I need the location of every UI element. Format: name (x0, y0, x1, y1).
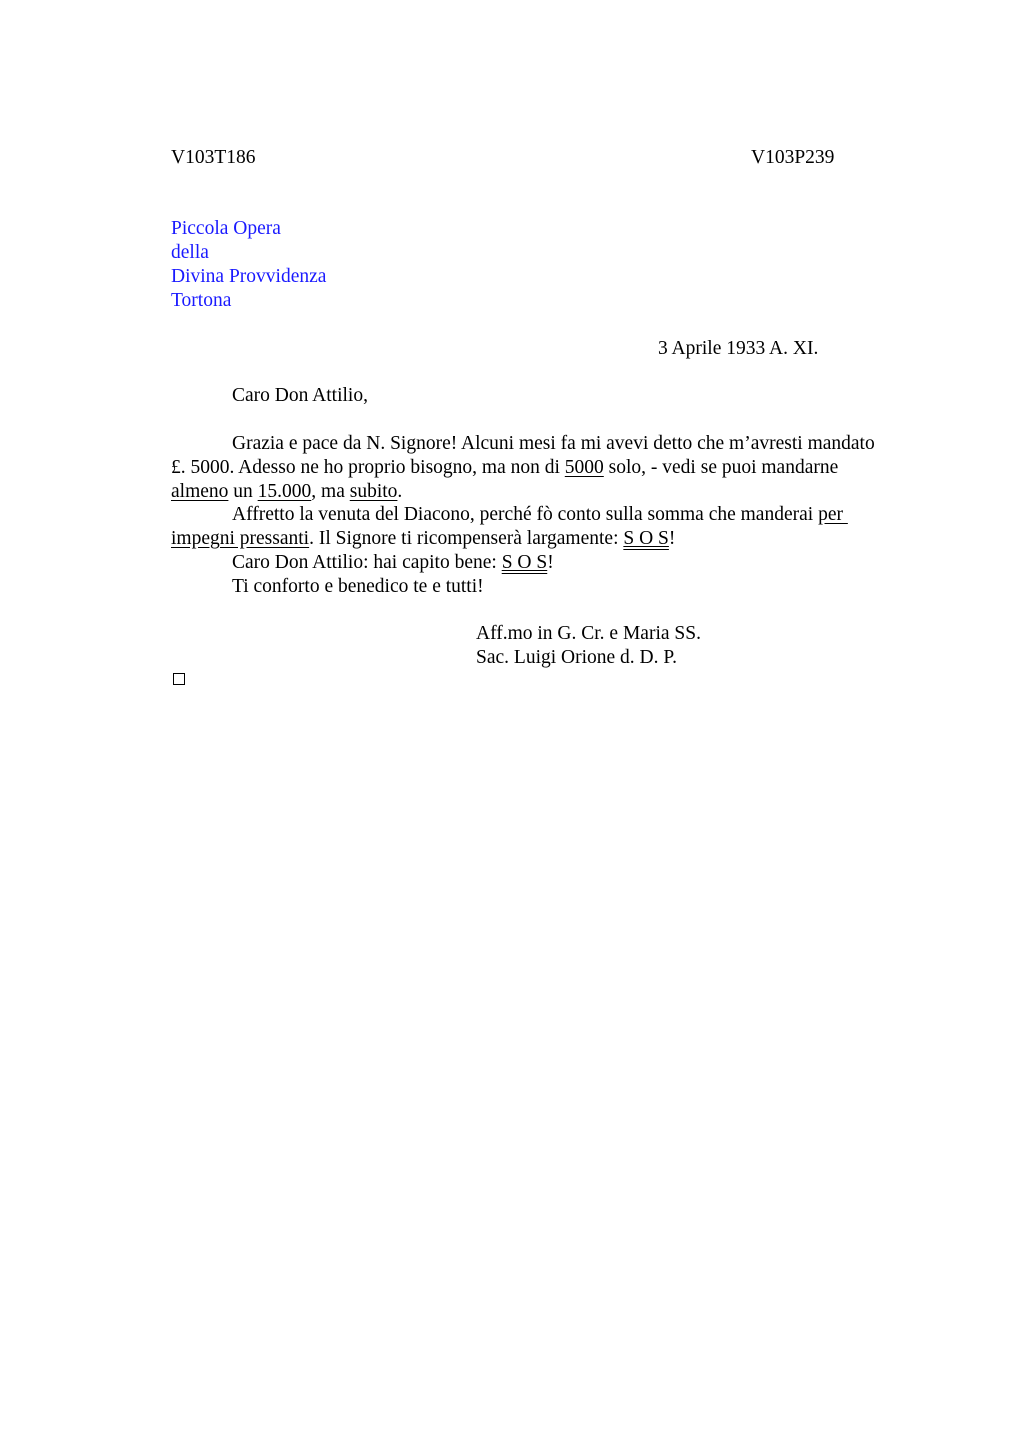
body-text: un (228, 481, 258, 502)
underlined-text: 15.000 (257, 481, 312, 502)
body-line-1 (232, 432, 875, 456)
body-text: , ma (311, 481, 350, 502)
signature: Sac. Luigi Orione d. D. P. (476, 647, 677, 668)
body-text: ! (547, 552, 554, 573)
body-line-5 (171, 527, 675, 551)
closing-line-1: Aff.mo in G. Cr. e Maria SS. (476, 623, 701, 644)
letterhead-line-4: Tortona (171, 290, 232, 311)
body-line-2 (171, 456, 838, 480)
double-underlined-text: S O S (501, 552, 548, 573)
double-underlined-text: S O S (623, 528, 669, 549)
end-marker-box-icon (173, 673, 185, 685)
letterhead-line-3: Divina Provvidenza (171, 266, 327, 287)
letter-date: 3 Aprile 1933 A. XI. (658, 338, 819, 359)
body-text: Affretto la venuta del Diacono, perché fò conto sulla somma che manderai (232, 504, 819, 525)
underlined-text: subito (349, 481, 398, 502)
body-line-4 (232, 503, 848, 527)
document-code-right: V103P239 (751, 147, 835, 168)
underlined-text: 5000 (564, 457, 604, 478)
body-text: ! (668, 528, 676, 549)
body-text: . Il Signore ti ricompenserà largamente: (309, 528, 624, 549)
body-line-3 (171, 480, 402, 504)
body-text: Grazia e pace da N. Signore! Alcuni mesi fa mi avevi detto che m’avresti mandato (232, 433, 875, 454)
underlined-text: almeno (171, 481, 229, 502)
body-text: £. 5000. Adesso ne ho proprio bisogno, ma non di (171, 457, 565, 478)
letterhead-line-2: della (171, 242, 209, 263)
document-code-left: V103T186 (171, 147, 256, 168)
body-line-7: Ti conforto e benedico te e tutti! (232, 576, 484, 597)
underlined-text: per (818, 504, 848, 525)
body-line-6 (232, 551, 554, 575)
letterhead-line-1: Piccola Opera (171, 218, 281, 239)
underlined-text: impegni pressanti (171, 528, 310, 549)
salutation: Caro Don Attilio, (232, 385, 368, 406)
body-text: Caro Don Attilio: hai capito bene: (232, 552, 502, 573)
body-text: solo, - vedi se puoi mandarne (603, 457, 839, 478)
body-text: . (397, 481, 403, 502)
